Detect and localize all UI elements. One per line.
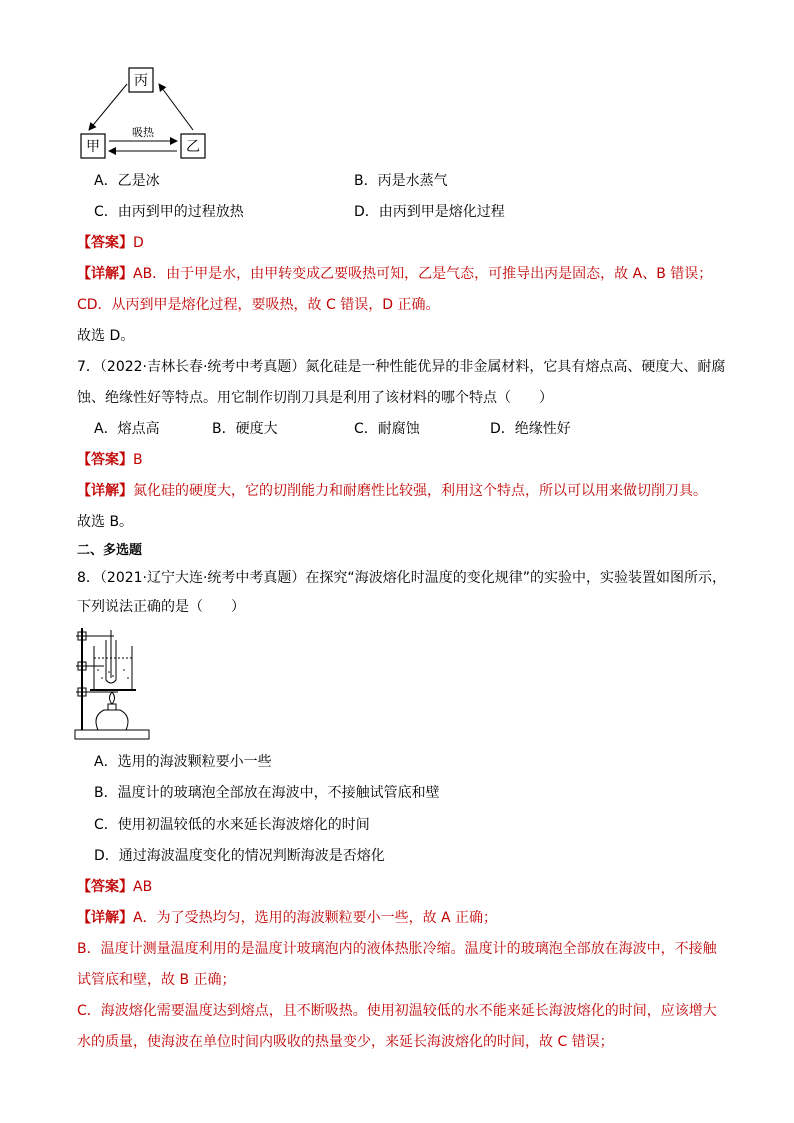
box-jia-label: 甲 — [86, 139, 100, 155]
q8-detail-line4: C．海波熔化需要温度达到熔点，且不断吸热。使用初温较低的水不能来延长海波熔化的时间，应该增大 — [77, 1003, 717, 1019]
q7-answer-value: B — [133, 452, 143, 468]
q7-option-d: D．绝缘性好 — [490, 421, 571, 437]
beaker — [94, 646, 132, 690]
q7-answer-label: 【答案】 — [77, 452, 133, 468]
q8-answer-label: 【答案】 — [77, 879, 133, 895]
box-bing-label: 丙 — [134, 73, 148, 89]
q7-detail-label: 【详解】 — [77, 483, 133, 499]
q8-option-c: C．使用初温较低的水来延长海波熔化的时间 — [94, 817, 370, 833]
q8-detail-label: 【详解】 — [77, 910, 133, 926]
q7-detail-text1: 氮化硅的硬度大，它的切削能力和耐磨性比较强，利用这个特点，所以可以用来做切削刀具。 — [133, 483, 707, 499]
q6-option-a: A．乙是冰 — [94, 173, 160, 189]
q6-detail-text1: AB．由于甲是水，由甲转变成乙要吸热可知，乙是气态，可推导出丙是固态，故 A、B 错误； — [133, 266, 713, 282]
q6-conclusion: 故选 D。 — [77, 328, 135, 344]
beaker-dot-3 — [123, 669, 125, 671]
tube-dot-1 — [108, 671, 110, 673]
beaker-dot-4 — [127, 677, 129, 679]
beaker-dot-2 — [101, 677, 103, 679]
arrow-bing-to-jia — [89, 84, 127, 130]
beaker-dot-1 — [97, 669, 99, 671]
q7-option-c: C．耐腐蚀 — [354, 421, 420, 437]
q8-detail-text1: A．为了受热均匀，选用的海波颗粒要小一些，故 A 正确； — [133, 910, 498, 926]
stand-base — [75, 730, 149, 739]
q8-answer-value: AB — [133, 879, 153, 895]
lamp-flame — [110, 692, 115, 704]
q7-answer — [77, 450, 143, 470]
q6-option-c: C．由丙到甲的过程放热 — [94, 204, 244, 220]
q7-option-b: B．硬度大 — [212, 421, 278, 437]
section-title-multiple-choice: 二、多选题 — [77, 543, 143, 558]
q6-detail-line1 — [77, 264, 712, 284]
q7-detail-line1 — [77, 481, 707, 501]
q8-detail-line1 — [77, 908, 497, 928]
q6-detail-line2: CD．从丙到甲是熔化过程，要吸热，故 C 错误，D 正确。 — [77, 297, 440, 313]
q7-stem-line2: 蚀、绝缘性好等特点。用它制作切削刀具是利用了该材料的哪个特点（ ） — [77, 390, 553, 406]
q6-answer — [77, 233, 144, 253]
q8-option-b: B．温度计的玻璃泡全部放在海波中，不接触试管底和壁 — [94, 785, 440, 801]
arrow-yi-to-bing — [159, 84, 193, 130]
tube-dot-2 — [112, 675, 114, 677]
q6-option-d: D．由丙到甲是熔化过程 — [354, 204, 505, 220]
q6-answer-value: D — [133, 235, 144, 251]
q8-option-d: D．通过海波温度变化的情况判断海波是否熔化 — [94, 848, 385, 864]
q8-stem-line1: 8．（2021·辽宁大连·统考中考真题）在探究“海波熔化时温度的变化规律”的实验中，实验装置如图所示， — [77, 570, 726, 586]
alcohol-lamp — [96, 710, 128, 730]
q8-detail-line5: 水的质量，使海波在单位时间内吸收的热量变少，来延长海波熔化的时间，故 C 错误； — [77, 1034, 614, 1050]
state-change-diagram — [75, 62, 225, 162]
q8-detail-line3: 试管底和壁，故 B 正确； — [77, 972, 236, 988]
q8-detail-line2: B．温度计测量温度利用的是温度计玻璃泡内的液体热胀冷缩。温度计的玻璃泡全部放在海波中，不接触 — [77, 941, 717, 957]
arrow-label-absorb-heat: 吸热 — [132, 126, 154, 139]
q7-option-a: A．熔点高 — [94, 421, 160, 437]
q8-stem-line2: 下列说法正确的是（ ） — [77, 599, 245, 615]
q8-option-a: A．选用的海波颗粒要小一些 — [94, 754, 272, 770]
q6-answer-label: 【答案】 — [77, 235, 133, 251]
heating-apparatus-diagram — [74, 626, 150, 742]
box-yi-label: 乙 — [186, 139, 200, 155]
q8-answer — [77, 877, 152, 897]
q6-detail-label: 【详解】 — [77, 266, 133, 282]
lamp-neck — [108, 704, 116, 710]
q7-stem-line1: 7．（2022·吉林长春·统考中考真题）氮化硅是一种性能优异的非金属材料，它具有熔点高、硬度大、耐腐 — [77, 359, 726, 375]
q7-conclusion: 故选 B。 — [77, 514, 134, 530]
q6-option-b: B．丙是水蒸气 — [354, 173, 448, 189]
